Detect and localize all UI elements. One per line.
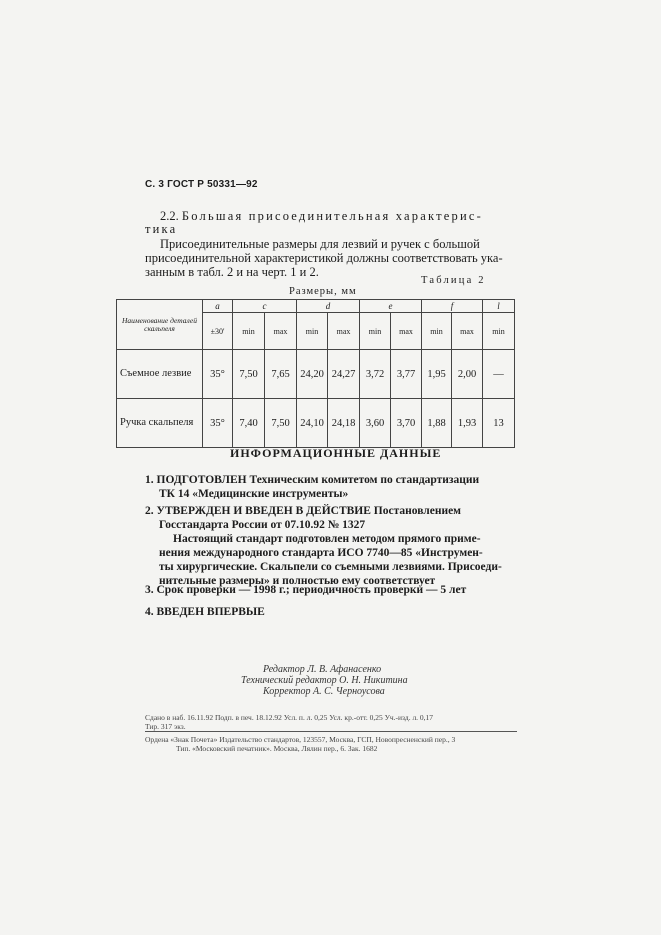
table-subheader: min [297,313,328,350]
info-item2-body-line3: ты хирургические. Скальпели со съемными лезвиями. Присоеди- [159,561,502,573]
table-cell-name: Ручка скальпеля [117,399,203,448]
table-header-f: f [422,300,483,313]
table-cell: 7,50 [265,399,297,448]
table-label: Таблица 2 [421,275,486,286]
info-item2-body-line4: нительные размеры» и полностью ему соответствует [159,575,436,587]
credit-editor: Редактор Л. В. Афанасенко [263,664,382,675]
table-cell: 7,40 [233,399,265,448]
info-item1-line2: ТК 14 «Медицинские инструменты» [159,488,349,500]
page-header: С. 3 ГОСТ Р 50331—92 [145,179,258,190]
info-item2-line2: Госстандарта России от 07.10.92 № 1327 [159,519,366,531]
info-title: ИНФОРМАЦИОННЫЕ ДАННЫЕ [230,446,442,460]
section-number: 2.2. [160,209,179,223]
table-cell: 13 [483,399,515,448]
table-cell: 24,20 [297,350,328,399]
table-cell: 7,65 [265,350,297,399]
info-item4: 4. ВВЕДЕН ВПЕРВЫЕ [145,606,265,618]
table-header-c: c [233,300,297,313]
table-cell: 3,60 [360,399,391,448]
table-cell: 24,10 [297,399,328,448]
table-subheader: min [360,313,391,350]
info-item3: 3. Срок проверки — 1998 г.; периодичность проверки — 5 лет [145,584,467,596]
table-cell: 1,95 [422,350,452,399]
table-cell: 24,27 [328,350,360,399]
table-subheader: max [328,313,360,350]
table-cell: — [483,350,515,399]
section-title: Большая присоединительная характерис- [181,209,483,223]
info-item1-line1: 1. ПОДГОТОВЛЕН Техническим комитетом по стандартизации [145,474,480,486]
credit-corrector: Корректор А. С. Черноусова [263,686,385,697]
table-cell-name: Съемное лезвие [117,350,203,399]
table-header-l: l [483,300,515,313]
info-item2-body-line1: Настоящий стандарт подготовлен методом прямого приме- [173,533,481,545]
table-cell: 3,77 [391,350,422,399]
table-header-a: a [203,300,233,313]
section-title-line2: тика [145,222,178,236]
table-row [117,350,515,399]
table-cell: 2,00 [452,350,483,399]
table-caption: Размеры, мм [289,286,357,297]
table-subheader: max [265,313,297,350]
section-body-line1: Присоединительные размеры для лезвий и ручек с большой [160,237,480,251]
imprint-line4: Тип. «Московский печатник». Москва, Лялин пер., 6. Зак. 1682 [176,744,378,753]
section-body-line3: занным в табл. 2 и на черт. 1 и 2. [145,265,319,279]
table-subheader: min [483,313,515,350]
table-subheader: max [391,313,422,350]
table-row [117,399,515,448]
table-subheader: ±30' [203,313,233,350]
section-title-line1 [160,209,483,224]
table-cell: 3,72 [360,350,391,399]
table-subheader: min [233,313,265,350]
table-header-d: d [297,300,360,313]
table-cell: 1,88 [422,399,452,448]
table-cell: 7,50 [233,350,265,399]
table-cell: 1,93 [452,399,483,448]
credit-tech-editor: Технический редактор О. Н. Никитина [241,675,408,686]
table-header-e: e [360,300,422,313]
info-item2-body-line2: нения международного стандарта ИСО 7740—85 «Инструмен- [159,547,483,559]
imprint-line1: Сдано в наб. 16.11.92 Подп. в печ. 18.12.92 Усл. п. л. 0,25 Усл. кр.-отт. 0,25 Уч.-изд. л. 0,17 [145,713,434,722]
table-cell: 35° [203,399,233,448]
imprint-divider [145,731,517,732]
table-subheader: max [452,313,483,350]
imprint-line2: Тир. 317 экз. [145,722,186,731]
table-subheader: min [422,313,452,350]
imprint-line3: Ордена «Знак Почета» Издательство стандартов, 123557, Москва, ГСП, Новопресненский пер., 3 [145,735,456,744]
table-header-name: Наименование деталей скальпеля [117,300,203,350]
table-cell: 3,70 [391,399,422,448]
info-item2-line1: 2. УТВЕРЖДЕН И ВВЕДЕН В ДЕЙСТВИЕ Постановлением [145,505,462,517]
table-cell: 24,18 [328,399,360,448]
table-cell: 35° [203,350,233,399]
dimensions-table [116,299,514,448]
section-body-line2: присоединительной характеристикой должны соответствовать ука- [145,251,503,265]
